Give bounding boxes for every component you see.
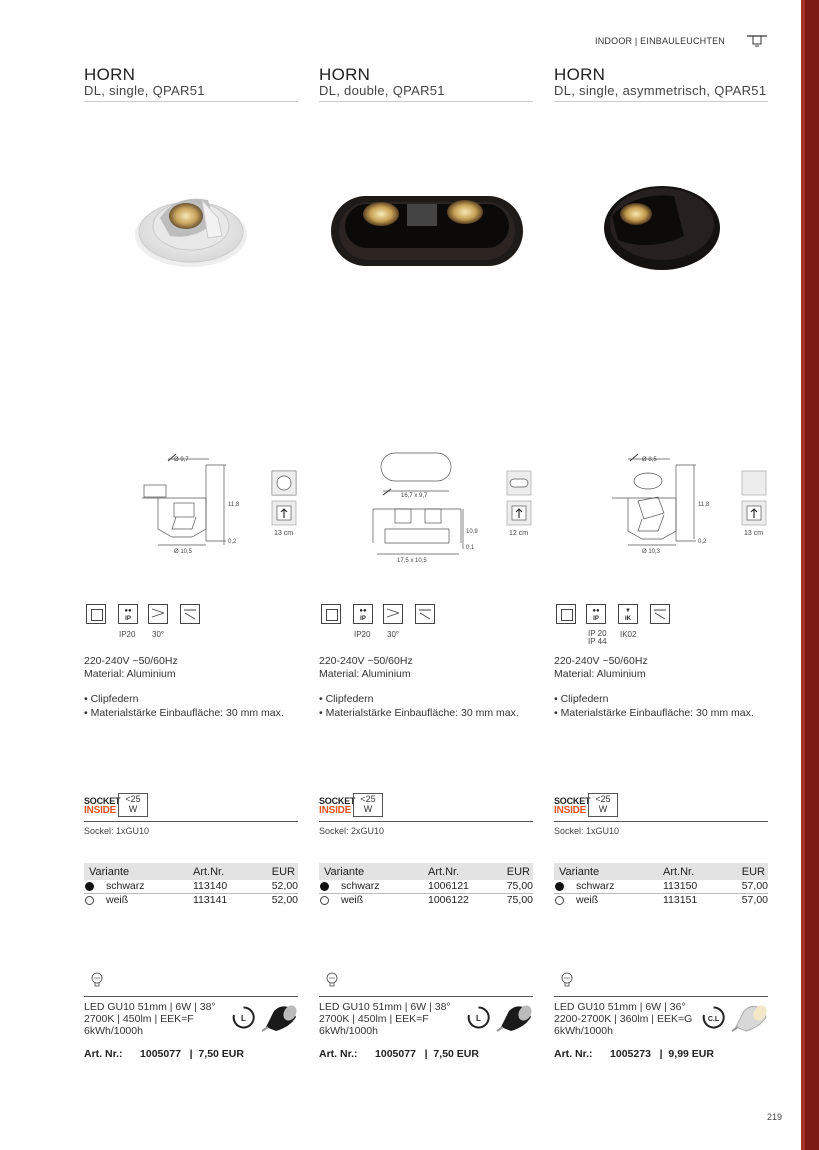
class-ii-icon [86,604,106,624]
feature-item: • Materialstärke Einbaufläche: 30 mm max. [554,707,754,719]
page-edge-bar [801,0,819,1150]
material: Material: Aluminium [554,668,646,680]
sockel-divider [319,821,533,822]
product-subtitle: DL, double, QPAR51 [319,83,445,98]
dim-offset: 0,1 [466,545,475,551]
dimmable-icon [467,1006,490,1029]
product-title: HORN [84,65,136,84]
feature-item: • Clipfedern [84,693,139,705]
product-column-1 [84,65,298,1060]
bulb-icon [561,972,573,988]
led-spec: LED GU10 51mm | 6W | 36° 2200-2700K | 360lm | EEK=G 6kWh/1000h [554,1001,693,1037]
beam-angle-icon [148,604,168,624]
class-ii-icon [321,604,341,624]
adjustable-icon [415,604,435,624]
dim-height: 10,9 [466,529,478,535]
material: Material: Aluminium [84,668,176,680]
socket-badge [319,793,533,823]
ip-label: IP 20 IP 44 [588,629,607,646]
header-artnr: Art.Nr. [193,866,225,878]
socket-inside-logo: SOCKET INSIDE [84,796,121,816]
led-divider [554,996,768,997]
product-title: HORN [554,65,606,84]
specs [554,655,648,681]
watt-limit: <25 W [588,793,618,817]
product-subtitle: DL, single, QPAR51 [84,83,205,98]
product-subtitle: DL, single, asymmetrisch, QPAR51 [554,83,767,98]
dim-depth: 13 cm [744,530,764,537]
feature-list [84,692,284,720]
property-icons [84,604,298,644]
dim-top: Ø 8,5 [642,457,657,463]
header-variante: Variante [89,866,130,878]
specs [319,655,413,681]
gu10-bulb-image [495,1001,533,1037]
art-number-line: Art. Nr.: 1005273 | 9,99 EUR [554,1048,714,1060]
sockel-label: Sockel: 1xGU10 [84,826,150,836]
dim-depth: 13 cm [274,530,294,537]
feature-list [319,692,519,720]
table-row[interactable]: schwarz 1006121 75,00 [319,880,533,894]
feature-list [554,692,754,720]
recessed-light-icon [747,34,767,48]
white-swatch [555,896,564,905]
led-accessory [319,971,533,1061]
header-eur: EUR [271,866,295,878]
product-photo [84,166,298,296]
feature-item: • Materialstärke Einbaufläche: 30 mm max. [319,707,519,719]
ip-rating-icon: ●● IP [353,604,373,624]
header-artnr: Art.Nr. [428,866,460,878]
dim-offset: 0,2 [698,539,707,545]
led-divider [84,996,298,997]
dim-depth: 12 cm [509,530,529,537]
dim-top: 16,7 x 9,7 [401,493,428,499]
art-number-line: Art. Nr.: 1005077 | 7,50 EUR [84,1048,244,1060]
dim-bottom: Ø 10,3 [642,549,661,555]
gu10-bulb-image [730,1001,768,1037]
dimension-drawing [554,451,768,566]
feature-item: • Clipfedern [319,693,374,705]
dim-top: Ø 9,7 [174,457,189,463]
feature-item: • Clipfedern [554,693,609,705]
product-photo [554,166,768,296]
header-artnr: Art.Nr. [663,866,695,878]
ip-rating-icon: ●● IP [586,604,606,624]
sockel-label: Sockel: 1xGU10 [554,826,620,836]
ip-label: IP20 [119,630,136,639]
adjustable-icon [650,604,670,624]
voltage: 220-240V ~50/60Hz [319,655,413,667]
socket-badge [84,793,298,823]
page-number: 219 [767,1112,783,1122]
header-variante: Variante [559,866,600,878]
ip-label: IP20 [354,630,371,639]
dim-offset: 0,2 [228,539,237,545]
header-eur: EUR [741,866,765,878]
property-icons [554,604,768,644]
angle-label: 30° [387,630,400,639]
dimmable-icon [232,1006,255,1029]
dimmable-icon [702,1006,725,1029]
voltage: 220-240V ~50/60Hz [554,655,648,667]
title-divider [84,101,298,102]
dimension-drawing [84,451,298,566]
art-number-line: Art. Nr.: 1005077 | 7,50 EUR [319,1048,479,1060]
product-column-2 [319,65,533,1060]
variant-table [554,863,768,907]
svg-text:L: L [241,1014,246,1023]
watt-limit: <25 W [118,793,148,817]
bulb-icon [326,972,338,988]
category-label: INDOOR | EINBAULEUCHTEN [595,36,725,46]
dimension-drawing [319,451,533,566]
svg-text:L: L [476,1014,481,1023]
product-title: HORN [319,65,371,84]
ik-label: IK02 [620,630,637,639]
product-photo [319,166,533,296]
table-row[interactable]: schwarz 113140 52,00 [84,880,298,894]
table-header [554,863,768,880]
sockel-divider [554,821,768,822]
watt-limit: <25 W [353,793,383,817]
black-swatch [320,882,329,891]
product-column-3 [554,65,768,1060]
title-divider [319,101,533,102]
led-divider [319,996,533,997]
property-icons [319,604,533,644]
dim-height: 11,8 [698,502,710,508]
variant-table [319,863,533,907]
header-eur: EUR [506,866,530,878]
voltage: 220-240V ~50/60Hz [84,655,178,667]
white-swatch [85,896,94,905]
dim-bottom: 17,5 x 10,5 [397,558,427,564]
dim-height: 11,8 [228,502,240,508]
dim-bottom: Ø 10,5 [174,549,193,555]
svg-text:C.L: C.L [707,1016,720,1023]
led-spec: LED GU10 51mm | 6W | 38° 2700K | 450lm | EEK=F 6kWh/1000h [84,1001,216,1037]
black-swatch [85,882,94,891]
white-swatch [320,896,329,905]
table-header [84,863,298,880]
gu10-bulb-image [260,1001,298,1037]
table-header [319,863,533,880]
table-row[interactable]: schwarz 113150 57,00 [554,880,768,894]
socket-inside-logo: SOCKET INSIDE [554,796,591,816]
variant-table [84,863,298,907]
adjustable-icon [180,604,200,624]
socket-badge [554,793,768,823]
table-row[interactable]: weiß 113151 57,00 [554,894,768,907]
sockel-label: Sockel: 2xGU10 [319,826,385,836]
angle-label: 30° [152,630,165,639]
beam-angle-icon [383,604,403,624]
led-accessory [554,971,768,1061]
sockel-divider [84,821,298,822]
title-divider [554,101,768,102]
black-swatch [555,882,564,891]
ip-rating-icon: ●● IP [118,604,138,624]
header-variante: Variante [324,866,365,878]
socket-inside-logo: SOCKET INSIDE [319,796,356,816]
bulb-icon [91,972,103,988]
table-row[interactable]: weiß 1006122 75,00 [319,894,533,907]
feature-item: • Materialstärke Einbaufläche: 30 mm max. [84,707,284,719]
material: Material: Aluminium [319,668,411,680]
led-accessory [84,971,298,1061]
specs [84,655,178,681]
table-row[interactable]: weiß 113141 52,00 [84,894,298,907]
led-spec: LED GU10 51mm | 6W | 38° 2700K | 450lm | EEK=F 6kWh/1000h [319,1001,451,1037]
ik-rating-icon: ▼ IK [618,604,638,624]
class-ii-icon [556,604,576,624]
